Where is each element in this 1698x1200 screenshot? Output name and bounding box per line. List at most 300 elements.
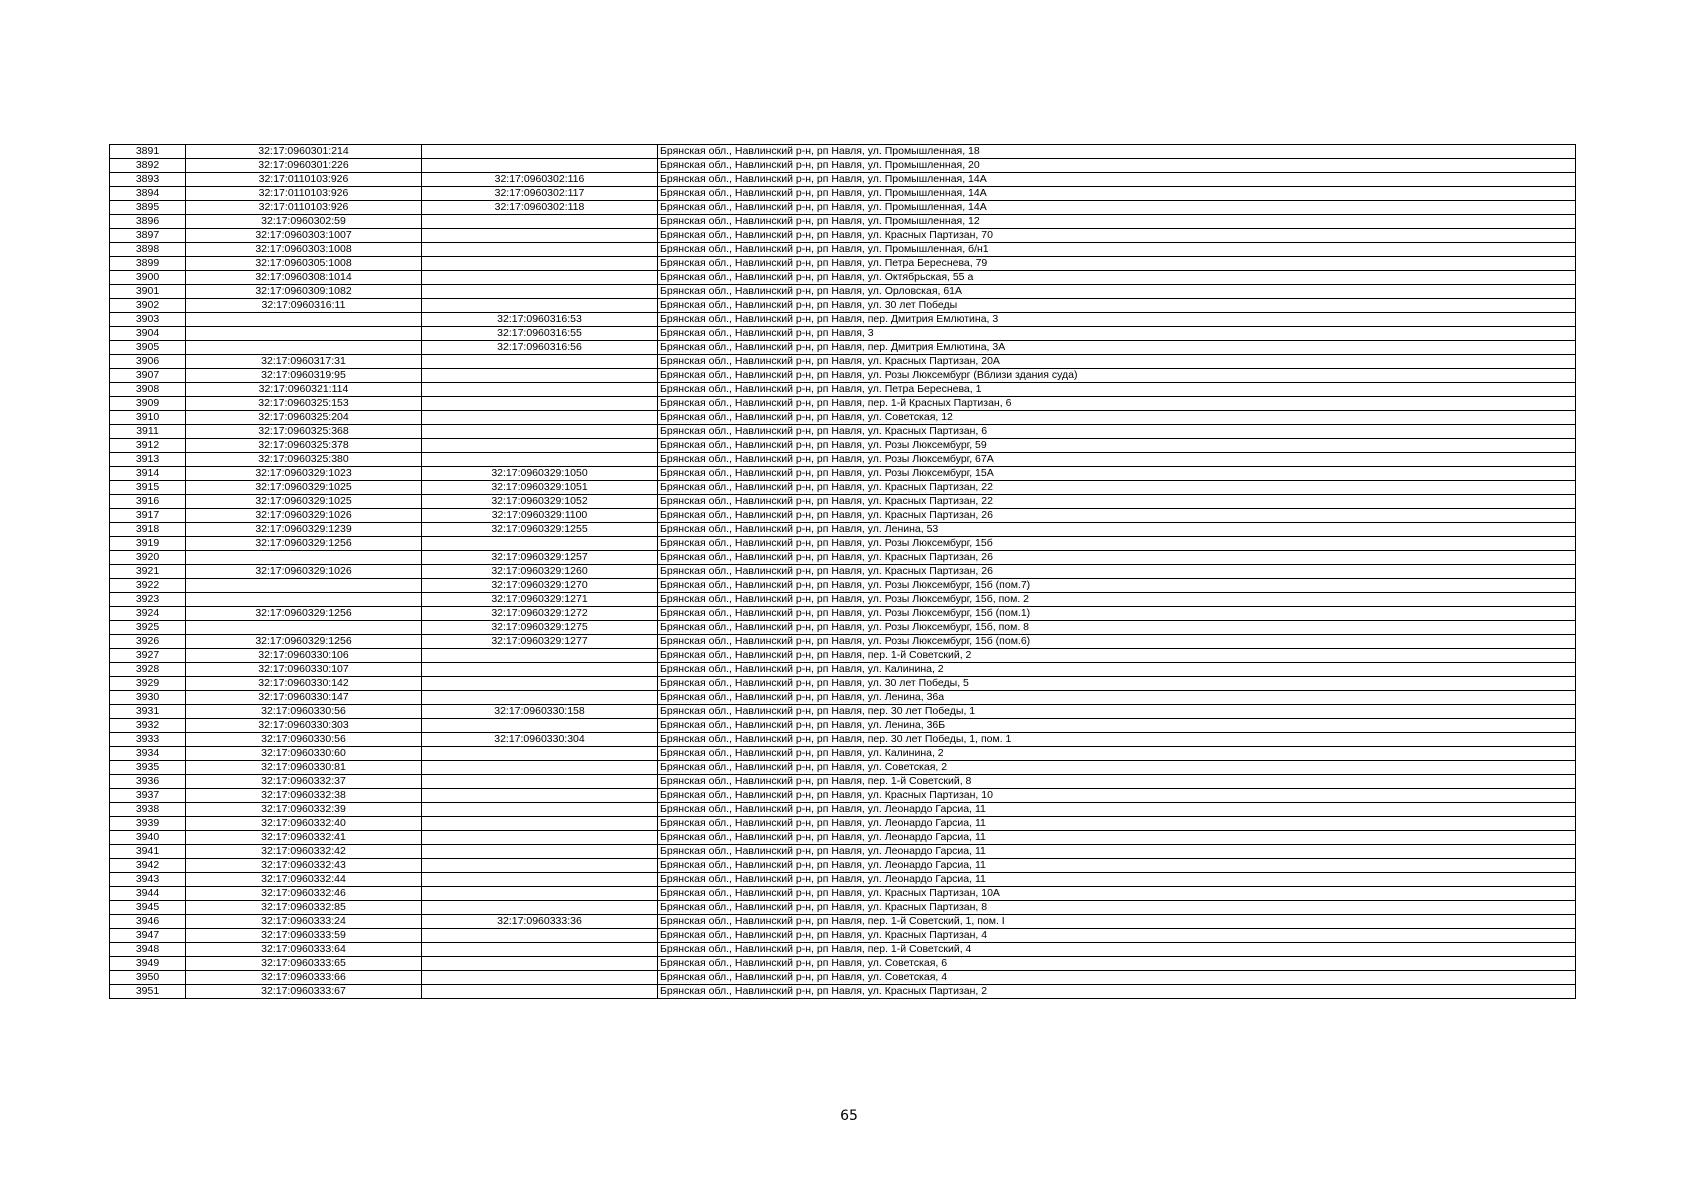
cadastral-number-cell — [186, 593, 422, 607]
cadastral-number-cell — [186, 621, 422, 635]
premises-cadastral-number-cell — [422, 789, 658, 803]
premises-cadastral-number-cell: 32:17:0960302:117 — [422, 187, 658, 201]
address-cell: Брянская обл., Навлинский р-н, рп Навля, ул. Промышленная, б/н1 — [658, 243, 1576, 257]
row-number-cell: 3929 — [110, 677, 186, 691]
row-number-cell: 3919 — [110, 537, 186, 551]
table-row — [110, 943, 1576, 957]
cadastral-number-cell: 32:17:0960325:380 — [186, 453, 422, 467]
premises-cadastral-number-cell — [422, 411, 658, 425]
address-cell: Брянская обл., Навлинский р-н, рп Навля, пер. 30 лет Победы, 1, пом. 1 — [658, 733, 1576, 747]
cadastral-number-cell: 32:17:0960301:214 — [186, 145, 422, 159]
address-cell: Брянская обл., Навлинский р-н, рп Навля, ул. Калинина, 2 — [658, 747, 1576, 761]
table-row — [110, 257, 1576, 271]
address-cell: Брянская обл., Навлинский р-н, рп Навля, ул. Красных Партизан, 6 — [658, 425, 1576, 439]
table-row — [110, 621, 1576, 635]
table-row — [110, 691, 1576, 705]
cadastral-number-cell: 32:17:0960332:42 — [186, 845, 422, 859]
row-number-cell: 3944 — [110, 887, 186, 901]
table-row — [110, 817, 1576, 831]
premises-cadastral-number-cell — [422, 257, 658, 271]
premises-cadastral-number-cell — [422, 649, 658, 663]
cadastral-number-cell: 32:17:0960332:44 — [186, 873, 422, 887]
row-number-cell: 3921 — [110, 565, 186, 579]
table-row — [110, 831, 1576, 845]
table-row — [110, 985, 1576, 999]
premises-cadastral-number-cell — [422, 145, 658, 159]
cadastral-number-cell — [186, 341, 422, 355]
premises-cadastral-number-cell: 32:17:0960329:1260 — [422, 565, 658, 579]
premises-cadastral-number-cell — [422, 369, 658, 383]
cadastral-number-cell: 32:17:0960309:1082 — [186, 285, 422, 299]
premises-cadastral-number-cell — [422, 355, 658, 369]
address-cell: Брянская обл., Навлинский р-н, рп Навля, 3 — [658, 327, 1576, 341]
row-number-cell: 3927 — [110, 649, 186, 663]
cadastral-number-cell: 32:17:0960332:43 — [186, 859, 422, 873]
table-row — [110, 845, 1576, 859]
address-cell: Брянская обл., Навлинский р-н, рп Навля, ул. Леонардо Гарсиа, 11 — [658, 859, 1576, 873]
address-cell: Брянская обл., Навлинский р-н, рп Навля, ул. Леонардо Гарсиа, 11 — [658, 831, 1576, 845]
premises-cadastral-number-cell: 32:17:0960316:55 — [422, 327, 658, 341]
cadastral-number-cell: 32:17:0110103:926 — [186, 187, 422, 201]
row-number-cell: 3892 — [110, 159, 186, 173]
premises-cadastral-number-cell — [422, 425, 658, 439]
address-cell: Брянская обл., Навлинский р-н, рп Навля, ул. Розы Люксембург, 59 — [658, 439, 1576, 453]
address-cell: Брянская обл., Навлинский р-н, рп Навля, ул. Советская, 2 — [658, 761, 1576, 775]
address-cell: Брянская обл., Навлинский р-н, рп Навля, пер. 1-й Советский, 2 — [658, 649, 1576, 663]
table-row — [110, 705, 1576, 719]
premises-cadastral-number-cell: 32:17:0960329:1277 — [422, 635, 658, 649]
row-number-cell: 3915 — [110, 481, 186, 495]
table-row — [110, 551, 1576, 565]
address-cell: Брянская обл., Навлинский р-н, рп Навля, ул. Красных Партизан, 26 — [658, 509, 1576, 523]
table-row — [110, 159, 1576, 173]
row-number-cell: 3910 — [110, 411, 186, 425]
row-number-cell: 3896 — [110, 215, 186, 229]
cadastral-number-cell: 32:17:0960329:1256 — [186, 537, 422, 551]
cadastral-number-cell: 32:17:0960330:60 — [186, 747, 422, 761]
cadastral-number-cell: 32:17:0960332:41 — [186, 831, 422, 845]
table-row — [110, 607, 1576, 621]
address-cell: Брянская обл., Навлинский р-н, рп Навля, ул. Розы Люксембург, 15б, пом. 2 — [658, 593, 1576, 607]
row-number-cell: 3937 — [110, 789, 186, 803]
cadastral-number-cell: 32:17:0960332:38 — [186, 789, 422, 803]
row-number-cell: 3902 — [110, 299, 186, 313]
row-number-cell: 3913 — [110, 453, 186, 467]
table-row — [110, 201, 1576, 215]
address-cell: Брянская обл., Навлинский р-н, рп Навля, ул. Красных Партизан, 8 — [658, 901, 1576, 915]
table-row — [110, 229, 1576, 243]
row-number-cell: 3950 — [110, 971, 186, 985]
table-row — [110, 299, 1576, 313]
cadastral-number-cell: 32:17:0960303:1008 — [186, 243, 422, 257]
premises-cadastral-number-cell — [422, 761, 658, 775]
registry-table-body — [110, 145, 1576, 999]
address-cell: Брянская обл., Навлинский р-н, рп Навля, ул. Леонардо Гарсиа, 11 — [658, 803, 1576, 817]
address-cell: Брянская обл., Навлинский р-н, рп Навля, ул. Промышленная, 14А — [658, 187, 1576, 201]
address-cell: Брянская обл., Навлинский р-н, рп Навля, пер. 1-й Советский, 4 — [658, 943, 1576, 957]
row-number-cell: 3898 — [110, 243, 186, 257]
premises-cadastral-number-cell — [422, 929, 658, 943]
premises-cadastral-number-cell — [422, 817, 658, 831]
table-row — [110, 495, 1576, 509]
row-number-cell: 3930 — [110, 691, 186, 705]
table-row — [110, 971, 1576, 985]
premises-cadastral-number-cell: 32:17:0960333:36 — [422, 915, 658, 929]
premises-cadastral-number-cell: 32:17:0960316:56 — [422, 341, 658, 355]
table-row — [110, 719, 1576, 733]
row-number-cell: 3899 — [110, 257, 186, 271]
premises-cadastral-number-cell — [422, 537, 658, 551]
row-number-cell: 3943 — [110, 873, 186, 887]
cadastral-number-cell: 32:17:0960329:1239 — [186, 523, 422, 537]
cadastral-number-cell: 32:17:0960332:40 — [186, 817, 422, 831]
table-row — [110, 873, 1576, 887]
cadastral-number-cell: 32:17:0960330:56 — [186, 705, 422, 719]
row-number-cell: 3948 — [110, 943, 186, 957]
cadastral-number-cell: 32:17:0960302:59 — [186, 215, 422, 229]
cadastral-number-cell: 32:17:0960303:1007 — [186, 229, 422, 243]
table-row — [110, 523, 1576, 537]
address-cell: Брянская обл., Навлинский р-н, рп Навля, ул. Октябрьская, 55 а — [658, 271, 1576, 285]
table-row — [110, 565, 1576, 579]
cadastral-number-cell: 32:17:0960330:147 — [186, 691, 422, 705]
cadastral-number-cell: 32:17:0960333:65 — [186, 957, 422, 971]
premises-cadastral-number-cell — [422, 887, 658, 901]
cadastral-number-cell: 32:17:0960329:1023 — [186, 467, 422, 481]
cadastral-number-cell — [186, 327, 422, 341]
row-number-cell: 3936 — [110, 775, 186, 789]
address-cell: Брянская обл., Навлинский р-н, рп Навля, ул. Петра Береснева, 79 — [658, 257, 1576, 271]
table-row — [110, 593, 1576, 607]
cadastral-number-cell: 32:17:0960330:303 — [186, 719, 422, 733]
row-number-cell: 3935 — [110, 761, 186, 775]
row-number-cell: 3891 — [110, 145, 186, 159]
premises-cadastral-number-cell: 32:17:0960329:1255 — [422, 523, 658, 537]
row-number-cell: 3911 — [110, 425, 186, 439]
cadastral-number-cell: 32:17:0960332:46 — [186, 887, 422, 901]
address-cell: Брянская обл., Навлинский р-н, рп Навля, ул. Орловская, 61А — [658, 285, 1576, 299]
premises-cadastral-number-cell: 32:17:0960330:158 — [422, 705, 658, 719]
cadastral-number-cell: 32:17:0960305:1008 — [186, 257, 422, 271]
address-cell: Брянская обл., Навлинский р-н, рп Навля, ул. Розы Люксембург, 15б — [658, 537, 1576, 551]
premises-cadastral-number-cell — [422, 747, 658, 761]
address-cell: Брянская обл., Навлинский р-н, рп Навля, пер. 1-й Советский, 8 — [658, 775, 1576, 789]
row-number-cell: 3922 — [110, 579, 186, 593]
row-number-cell: 3897 — [110, 229, 186, 243]
row-number-cell: 3934 — [110, 747, 186, 761]
premises-cadastral-number-cell — [422, 831, 658, 845]
row-number-cell: 3912 — [110, 439, 186, 453]
address-cell: Брянская обл., Навлинский р-н, рп Навля, ул. Красных Партизан, 26 — [658, 565, 1576, 579]
address-cell: Брянская обл., Навлинский р-н, рп Навля, ул. Ленина, 36а — [658, 691, 1576, 705]
address-cell: Брянская обл., Навлинский р-н, рп Навля, пер. 1-й Красных Партизан, 6 — [658, 397, 1576, 411]
table-row — [110, 313, 1576, 327]
premises-cadastral-number-cell — [422, 439, 658, 453]
row-number-cell: 3949 — [110, 957, 186, 971]
table-row — [110, 747, 1576, 761]
cadastral-number-cell: 32:17:0960319:95 — [186, 369, 422, 383]
table-row — [110, 803, 1576, 817]
row-number-cell: 3947 — [110, 929, 186, 943]
address-cell: Брянская обл., Навлинский р-н, рп Навля, ул. Красных Партизан, 2 — [658, 985, 1576, 999]
row-number-cell: 3939 — [110, 817, 186, 831]
address-cell: Брянская обл., Навлинский р-н, рп Навля, ул. Розы Люксембург, 15А — [658, 467, 1576, 481]
premises-cadastral-number-cell — [422, 397, 658, 411]
premises-cadastral-number-cell: 32:17:0960330:304 — [422, 733, 658, 747]
premises-cadastral-number-cell — [422, 299, 658, 313]
address-cell: Брянская обл., Навлинский р-н, рп Навля, ул. Красных Партизан, 22 — [658, 481, 1576, 495]
table-row — [110, 901, 1576, 915]
premises-cadastral-number-cell: 32:17:0960302:118 — [422, 201, 658, 215]
cadastral-number-cell: 32:17:0960333:59 — [186, 929, 422, 943]
page-number: 65 — [840, 1108, 858, 1124]
table-row — [110, 649, 1576, 663]
cadastral-number-cell: 32:17:0960333:24 — [186, 915, 422, 929]
address-cell: Брянская обл., Навлинский р-н, рп Навля, ул. Промышленная, 14А — [658, 173, 1576, 187]
table-row — [110, 733, 1576, 747]
table-row — [110, 355, 1576, 369]
row-number-cell: 3914 — [110, 467, 186, 481]
table-row — [110, 369, 1576, 383]
table-row — [110, 145, 1576, 159]
premises-cadastral-number-cell: 32:17:0960329:1275 — [422, 621, 658, 635]
table-row — [110, 467, 1576, 481]
address-cell: Брянская обл., Навлинский р-н, рп Навля, ул. Советская, 12 — [658, 411, 1576, 425]
row-number-cell: 3894 — [110, 187, 186, 201]
table-row — [110, 929, 1576, 943]
address-cell: Брянская обл., Навлинский р-н, рп Навля, ул. Розы Люксембург, 15б, пом. 8 — [658, 621, 1576, 635]
table-row — [110, 859, 1576, 873]
address-cell: Брянская обл., Навлинский р-н, рп Навля, пер. Дмитрия Емлютина, 3А — [658, 341, 1576, 355]
table-row — [110, 761, 1576, 775]
row-number-cell: 3924 — [110, 607, 186, 621]
row-number-cell: 3903 — [110, 313, 186, 327]
row-number-cell: 3918 — [110, 523, 186, 537]
cadastral-number-cell: 32:17:0960330:106 — [186, 649, 422, 663]
address-cell: Брянская обл., Навлинский р-н, рп Навля, ул. 30 лет Победы, 5 — [658, 677, 1576, 691]
table-row — [110, 579, 1576, 593]
table-row — [110, 187, 1576, 201]
row-number-cell: 3932 — [110, 719, 186, 733]
table-row — [110, 215, 1576, 229]
table-row — [110, 285, 1576, 299]
address-cell: Брянская обл., Навлинский р-н, рп Навля, пер. 30 лет Победы, 1 — [658, 705, 1576, 719]
table-row — [110, 327, 1576, 341]
row-number-cell: 3945 — [110, 901, 186, 915]
address-cell: Брянская обл., Навлинский р-н, рп Навля, ул. Розы Люксембург, 15б (пом.7) — [658, 579, 1576, 593]
address-cell: Брянская обл., Навлинский р-н, рп Навля, ул. Красных Партизан, 70 — [658, 229, 1576, 243]
row-number-cell: 3925 — [110, 621, 186, 635]
cadastral-number-cell — [186, 313, 422, 327]
premises-cadastral-number-cell — [422, 803, 658, 817]
address-cell: Брянская обл., Навлинский р-н, рп Навля, ул. Красных Партизан, 10 — [658, 789, 1576, 803]
premises-cadastral-number-cell — [422, 453, 658, 467]
address-cell: Брянская обл., Навлинский р-н, рп Навля, ул. Розы Люксембург (Вблизи здания суда) — [658, 369, 1576, 383]
address-cell: Брянская обл., Навлинский р-н, рп Навля, пер. Дмитрия Емлютина, 3 — [658, 313, 1576, 327]
table-row — [110, 887, 1576, 901]
row-number-cell: 3926 — [110, 635, 186, 649]
premises-cadastral-number-cell — [422, 691, 658, 705]
address-cell: Брянская обл., Навлинский р-н, рп Навля, ул. Промышленная, 12 — [658, 215, 1576, 229]
premises-cadastral-number-cell — [422, 957, 658, 971]
premises-cadastral-number-cell — [422, 775, 658, 789]
cadastral-number-cell: 32:17:0960330:107 — [186, 663, 422, 677]
table-row — [110, 453, 1576, 467]
table-row — [110, 425, 1576, 439]
table-row — [110, 677, 1576, 691]
row-number-cell: 3907 — [110, 369, 186, 383]
table-row — [110, 439, 1576, 453]
cadastral-number-cell: 32:17:0960332:85 — [186, 901, 422, 915]
row-number-cell: 3895 — [110, 201, 186, 215]
address-cell: Брянская обл., Навлинский р-н, рп Навля, ул. Красных Партизан, 26 — [658, 551, 1576, 565]
table-row — [110, 397, 1576, 411]
premises-cadastral-number-cell — [422, 285, 658, 299]
row-number-cell: 3920 — [110, 551, 186, 565]
cadastral-number-cell: 32:17:0960329:1256 — [186, 607, 422, 621]
table-row — [110, 481, 1576, 495]
premises-cadastral-number-cell — [422, 243, 658, 257]
row-number-cell: 3917 — [110, 509, 186, 523]
premises-cadastral-number-cell — [422, 971, 658, 985]
table-row — [110, 271, 1576, 285]
cadastral-number-cell: 32:17:0960330:56 — [186, 733, 422, 747]
address-cell: Брянская обл., Навлинский р-н, рп Навля, ул. Промышленная, 18 — [658, 145, 1576, 159]
cadastral-number-cell: 32:17:0960325:368 — [186, 425, 422, 439]
premises-cadastral-number-cell — [422, 845, 658, 859]
cadastral-number-cell: 32:17:0960329:1025 — [186, 495, 422, 509]
row-number-cell: 3893 — [110, 173, 186, 187]
row-number-cell: 3923 — [110, 593, 186, 607]
premises-cadastral-number-cell: 32:17:0960329:1271 — [422, 593, 658, 607]
row-number-cell: 3901 — [110, 285, 186, 299]
row-number-cell: 3904 — [110, 327, 186, 341]
premises-cadastral-number-cell — [422, 663, 658, 677]
cadastral-number-cell: 32:17:0960333:67 — [186, 985, 422, 999]
address-cell: Брянская обл., Навлинский р-н, рп Навля, ул. Ленина, 36Б — [658, 719, 1576, 733]
cadastral-number-cell: 32:17:0960333:64 — [186, 943, 422, 957]
premises-cadastral-number-cell: 32:17:0960329:1100 — [422, 509, 658, 523]
cadastral-number-cell: 32:17:0960332:37 — [186, 775, 422, 789]
cadastral-number-cell: 32:17:0960330:81 — [186, 761, 422, 775]
table-row — [110, 957, 1576, 971]
table-row — [110, 915, 1576, 929]
premises-cadastral-number-cell: 32:17:0960329:1270 — [422, 579, 658, 593]
row-number-cell: 3942 — [110, 859, 186, 873]
address-cell: Брянская обл., Навлинский р-н, рп Навля, ул. Розы Люксембург, 67А — [658, 453, 1576, 467]
row-number-cell: 3938 — [110, 803, 186, 817]
address-cell: Брянская обл., Навлинский р-н, рп Навля, ул. 30 лет Победы — [658, 299, 1576, 313]
cadastral-number-cell: 32:17:0960329:1256 — [186, 635, 422, 649]
premises-cadastral-number-cell — [422, 677, 658, 691]
premises-cadastral-number-cell — [422, 873, 658, 887]
cadastral-number-cell: 32:17:0960321:114 — [186, 383, 422, 397]
cadastral-number-cell: 32:17:0960317:31 — [186, 355, 422, 369]
row-number-cell: 3905 — [110, 341, 186, 355]
table-row — [110, 243, 1576, 257]
premises-cadastral-number-cell — [422, 215, 658, 229]
cadastral-number-cell: 32:17:0110103:926 — [186, 173, 422, 187]
premises-cadastral-number-cell — [422, 271, 658, 285]
table-row — [110, 635, 1576, 649]
row-number-cell: 3906 — [110, 355, 186, 369]
address-cell: Брянская обл., Навлинский р-н, рп Навля, ул. Красных Партизан, 10А — [658, 887, 1576, 901]
row-number-cell: 3946 — [110, 915, 186, 929]
address-cell: Брянская обл., Навлинский р-н, рп Навля, ул. Советская, 4 — [658, 971, 1576, 985]
premises-cadastral-number-cell: 32:17:0960329:1272 — [422, 607, 658, 621]
table-row — [110, 537, 1576, 551]
address-cell: Брянская обл., Навлинский р-н, рп Навля, ул. Розы Люксембург, 15б (пом.1) — [658, 607, 1576, 621]
table-row — [110, 173, 1576, 187]
premises-cadastral-number-cell — [422, 719, 658, 733]
premises-cadastral-number-cell: 32:17:0960316:53 — [422, 313, 658, 327]
cadastral-number-cell — [186, 551, 422, 565]
address-cell: Брянская обл., Навлинский р-н, рп Навля, пер. 1-й Советский, 1, пом. I — [658, 915, 1576, 929]
cadastral-number-cell: 32:17:0960329:1026 — [186, 509, 422, 523]
row-number-cell: 3933 — [110, 733, 186, 747]
premises-cadastral-number-cell — [422, 383, 658, 397]
address-cell: Брянская обл., Навлинский р-н, рп Навля, ул. Калинина, 2 — [658, 663, 1576, 677]
table-row — [110, 509, 1576, 523]
cadastral-number-cell: 32:17:0960308:1014 — [186, 271, 422, 285]
premises-cadastral-number-cell: 32:17:0960329:1051 — [422, 481, 658, 495]
cadastral-number-cell: 32:17:0960325:204 — [186, 411, 422, 425]
address-cell: Брянская обл., Навлинский р-н, рп Навля, ул. Красных Партизан, 4 — [658, 929, 1576, 943]
cadastral-number-cell: 32:17:0960330:142 — [186, 677, 422, 691]
address-cell: Брянская обл., Навлинский р-н, рп Навля, ул. Ленина, 53 — [658, 523, 1576, 537]
premises-cadastral-number-cell — [422, 229, 658, 243]
table-row — [110, 663, 1576, 677]
cadastral-number-cell: 32:17:0960325:378 — [186, 439, 422, 453]
premises-cadastral-number-cell: 32:17:0960329:1257 — [422, 551, 658, 565]
row-number-cell: 3908 — [110, 383, 186, 397]
address-cell: Брянская обл., Навлинский р-н, рп Навля, ул. Леонардо Гарсиа, 11 — [658, 873, 1576, 887]
cadastral-number-cell: 32:17:0960329:1025 — [186, 481, 422, 495]
premises-cadastral-number-cell — [422, 859, 658, 873]
cadastral-number-cell: 32:17:0960316:11 — [186, 299, 422, 313]
address-cell: Брянская обл., Навлинский р-н, рп Навля, ул. Промышленная, 14А — [658, 201, 1576, 215]
cadastral-number-cell: 32:17:0110103:926 — [186, 201, 422, 215]
cadastral-number-cell: 32:17:0960301:226 — [186, 159, 422, 173]
address-cell: Брянская обл., Навлинский р-н, рп Навля, ул. Петра Береснева, 1 — [658, 383, 1576, 397]
table-row — [110, 775, 1576, 789]
address-cell: Брянская обл., Навлинский р-н, рп Навля, ул. Красных Партизан, 20А — [658, 355, 1576, 369]
table-row — [110, 411, 1576, 425]
cadastral-number-cell: 32:17:0960329:1026 — [186, 565, 422, 579]
row-number-cell: 3931 — [110, 705, 186, 719]
address-cell: Брянская обл., Навлинский р-н, рп Навля, ул. Промышленная, 20 — [658, 159, 1576, 173]
address-cell: Брянская обл., Навлинский р-н, рп Навля, ул. Советская, 6 — [658, 957, 1576, 971]
premises-cadastral-number-cell — [422, 985, 658, 999]
address-cell: Брянская обл., Навлинский р-н, рп Навля, ул. Леонардо Гарсиа, 11 — [658, 817, 1576, 831]
row-number-cell: 3900 — [110, 271, 186, 285]
cadastral-number-cell — [186, 579, 422, 593]
address-cell: Брянская обл., Навлинский р-н, рп Навля, ул. Леонардо Гарсиа, 11 — [658, 845, 1576, 859]
premises-cadastral-number-cell: 32:17:0960329:1052 — [422, 495, 658, 509]
cadastral-number-cell: 32:17:0960332:39 — [186, 803, 422, 817]
premises-cadastral-number-cell: 32:17:0960302:116 — [422, 173, 658, 187]
table-row — [110, 341, 1576, 355]
premises-cadastral-number-cell — [422, 943, 658, 957]
address-cell: Брянская обл., Навлинский р-н, рп Навля, ул. Розы Люксембург, 15б (пом.6) — [658, 635, 1576, 649]
table-row — [110, 789, 1576, 803]
premises-cadastral-number-cell — [422, 901, 658, 915]
registry-table — [109, 144, 1576, 999]
row-number-cell: 3928 — [110, 663, 186, 677]
table-row — [110, 383, 1576, 397]
cadastral-number-cell: 32:17:0960333:66 — [186, 971, 422, 985]
row-number-cell: 3909 — [110, 397, 186, 411]
